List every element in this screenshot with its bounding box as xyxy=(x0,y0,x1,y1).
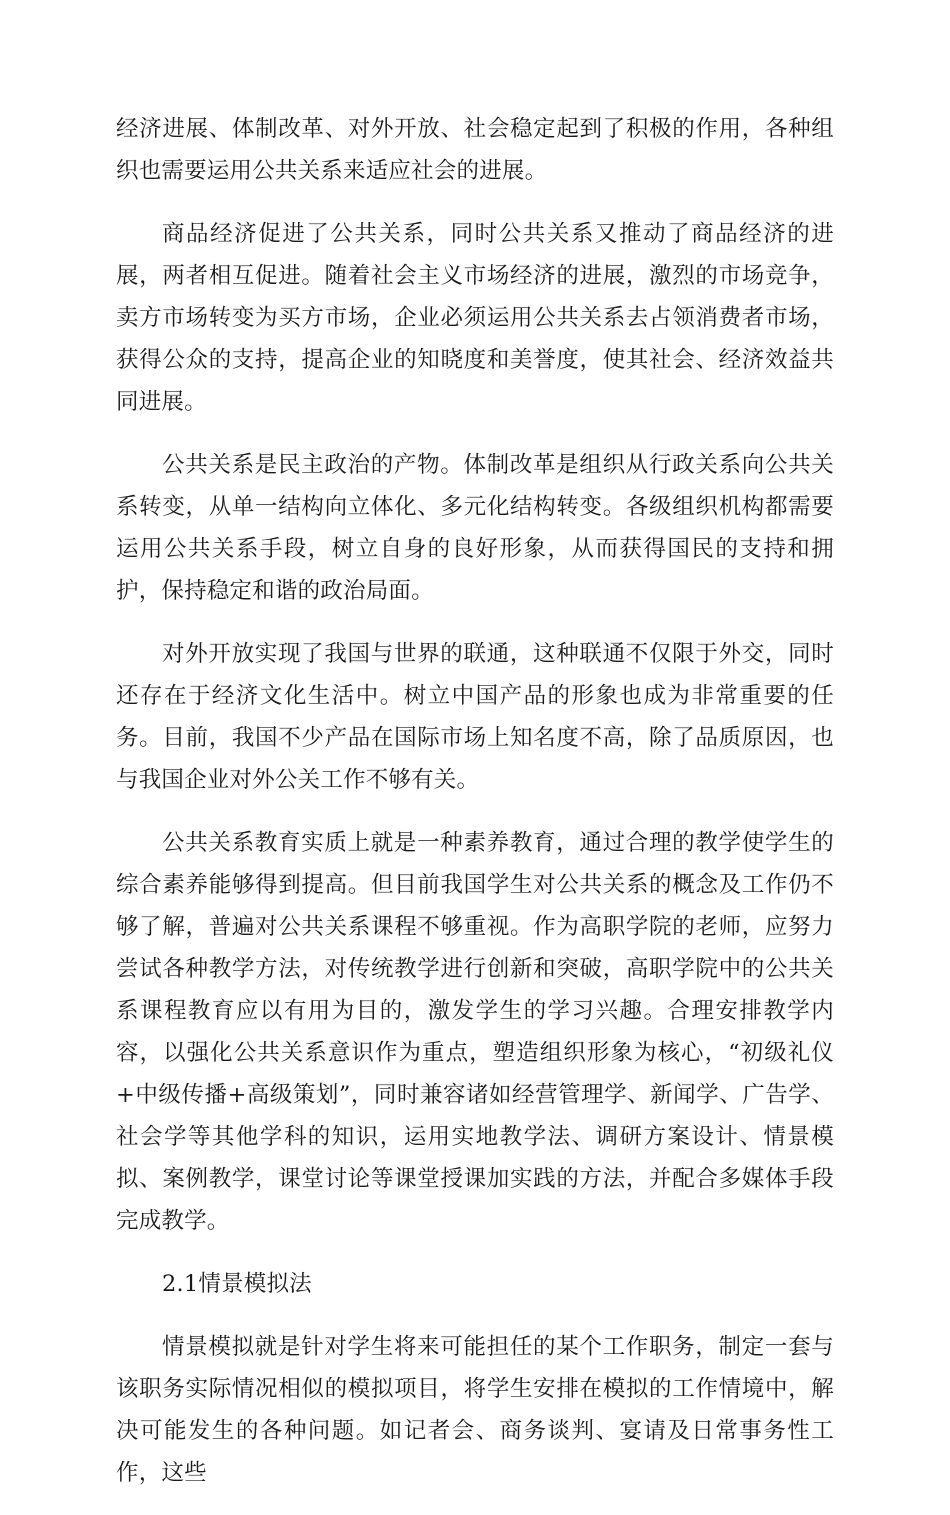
paragraph-opening-up: 对外开放实现了我国与世界的联通，这种联通不仅限于外交，同时还存在于经济文化生活中。树立中国产品的形象也成为非常重要的任务。目前，我国不少产品在国际市场上知名度不高，除了品质原因，也与我国企业对外公关工作不够有关。 xyxy=(116,641,834,793)
paragraph-commodity-economy: 商品经济促进了公共关系，同时公共关系又推动了商品经济的进展，两者相互促进。随着社会主义市场经济的进展，激烈的市场竞争，卖方市场转变为买方市场，企业必须运用公共关系去占领消费者市场，获得公众的支持，提高企业的知晓度和美誉度，使其社会、经济效益共同进展。 xyxy=(116,221,834,415)
paragraph-continuation: 经济进展、体制改革、对外开放、社会稳定起到了积极的作用，各种组织也需要运用公共关系来适应社会的进展。 xyxy=(116,116,834,184)
paragraph-democratic-politics: 公共关系是民主政治的产物。体制改革是组织从行政关系向公共关系转变，从单一结构向立体化、多元化结构转变。各级组织机构都需要运用公共关系手段，树立自身的良好形象，从而获得国民的支持和拥护，保持稳定和谐的政治局面。 xyxy=(116,452,834,604)
document-body xyxy=(116,108,834,1515)
paragraph-education: 公共关系教育实质上就是一种素养教育，通过合理的教学使学生的综合素养能够得到提高。但目前我国学生对公共关系的概念及工作仍不够了解，普遍对公共关系课程不够重视。作为高职学院的老师，应努力尝试各种教学方法，对传统教学进行创新和突破，高职学院中的公共关系课程教育应以有用为目的，激发学生的学习兴趣。合理安排教学内容，以强化公共关系意识作为重点，塑造组织形象为核心，“初级礼仪+中级传播+高级策划”，同时兼容诸如经营管理学、新闻学、广告学、社会学等其他学科的知识，运用实地教学法、调研方案设计、情景模拟、案例教学，课堂讨论等课堂授课加实践的方法，并配合多媒体手段完成教学。 xyxy=(116,830,834,1234)
section-heading: 2.1情景模拟法 xyxy=(162,1271,312,1297)
paragraph-scenario-simulation: 情景模拟就是针对学生将来可能担任的某个工作职务，制定一套与该职务实际情况相似的模拟项目，将学生安排在模拟的工作情境中，解决可能发生的各种问题。如记者会、商务谈判、宴请及日常事务性工作，这些 xyxy=(116,1334,834,1486)
